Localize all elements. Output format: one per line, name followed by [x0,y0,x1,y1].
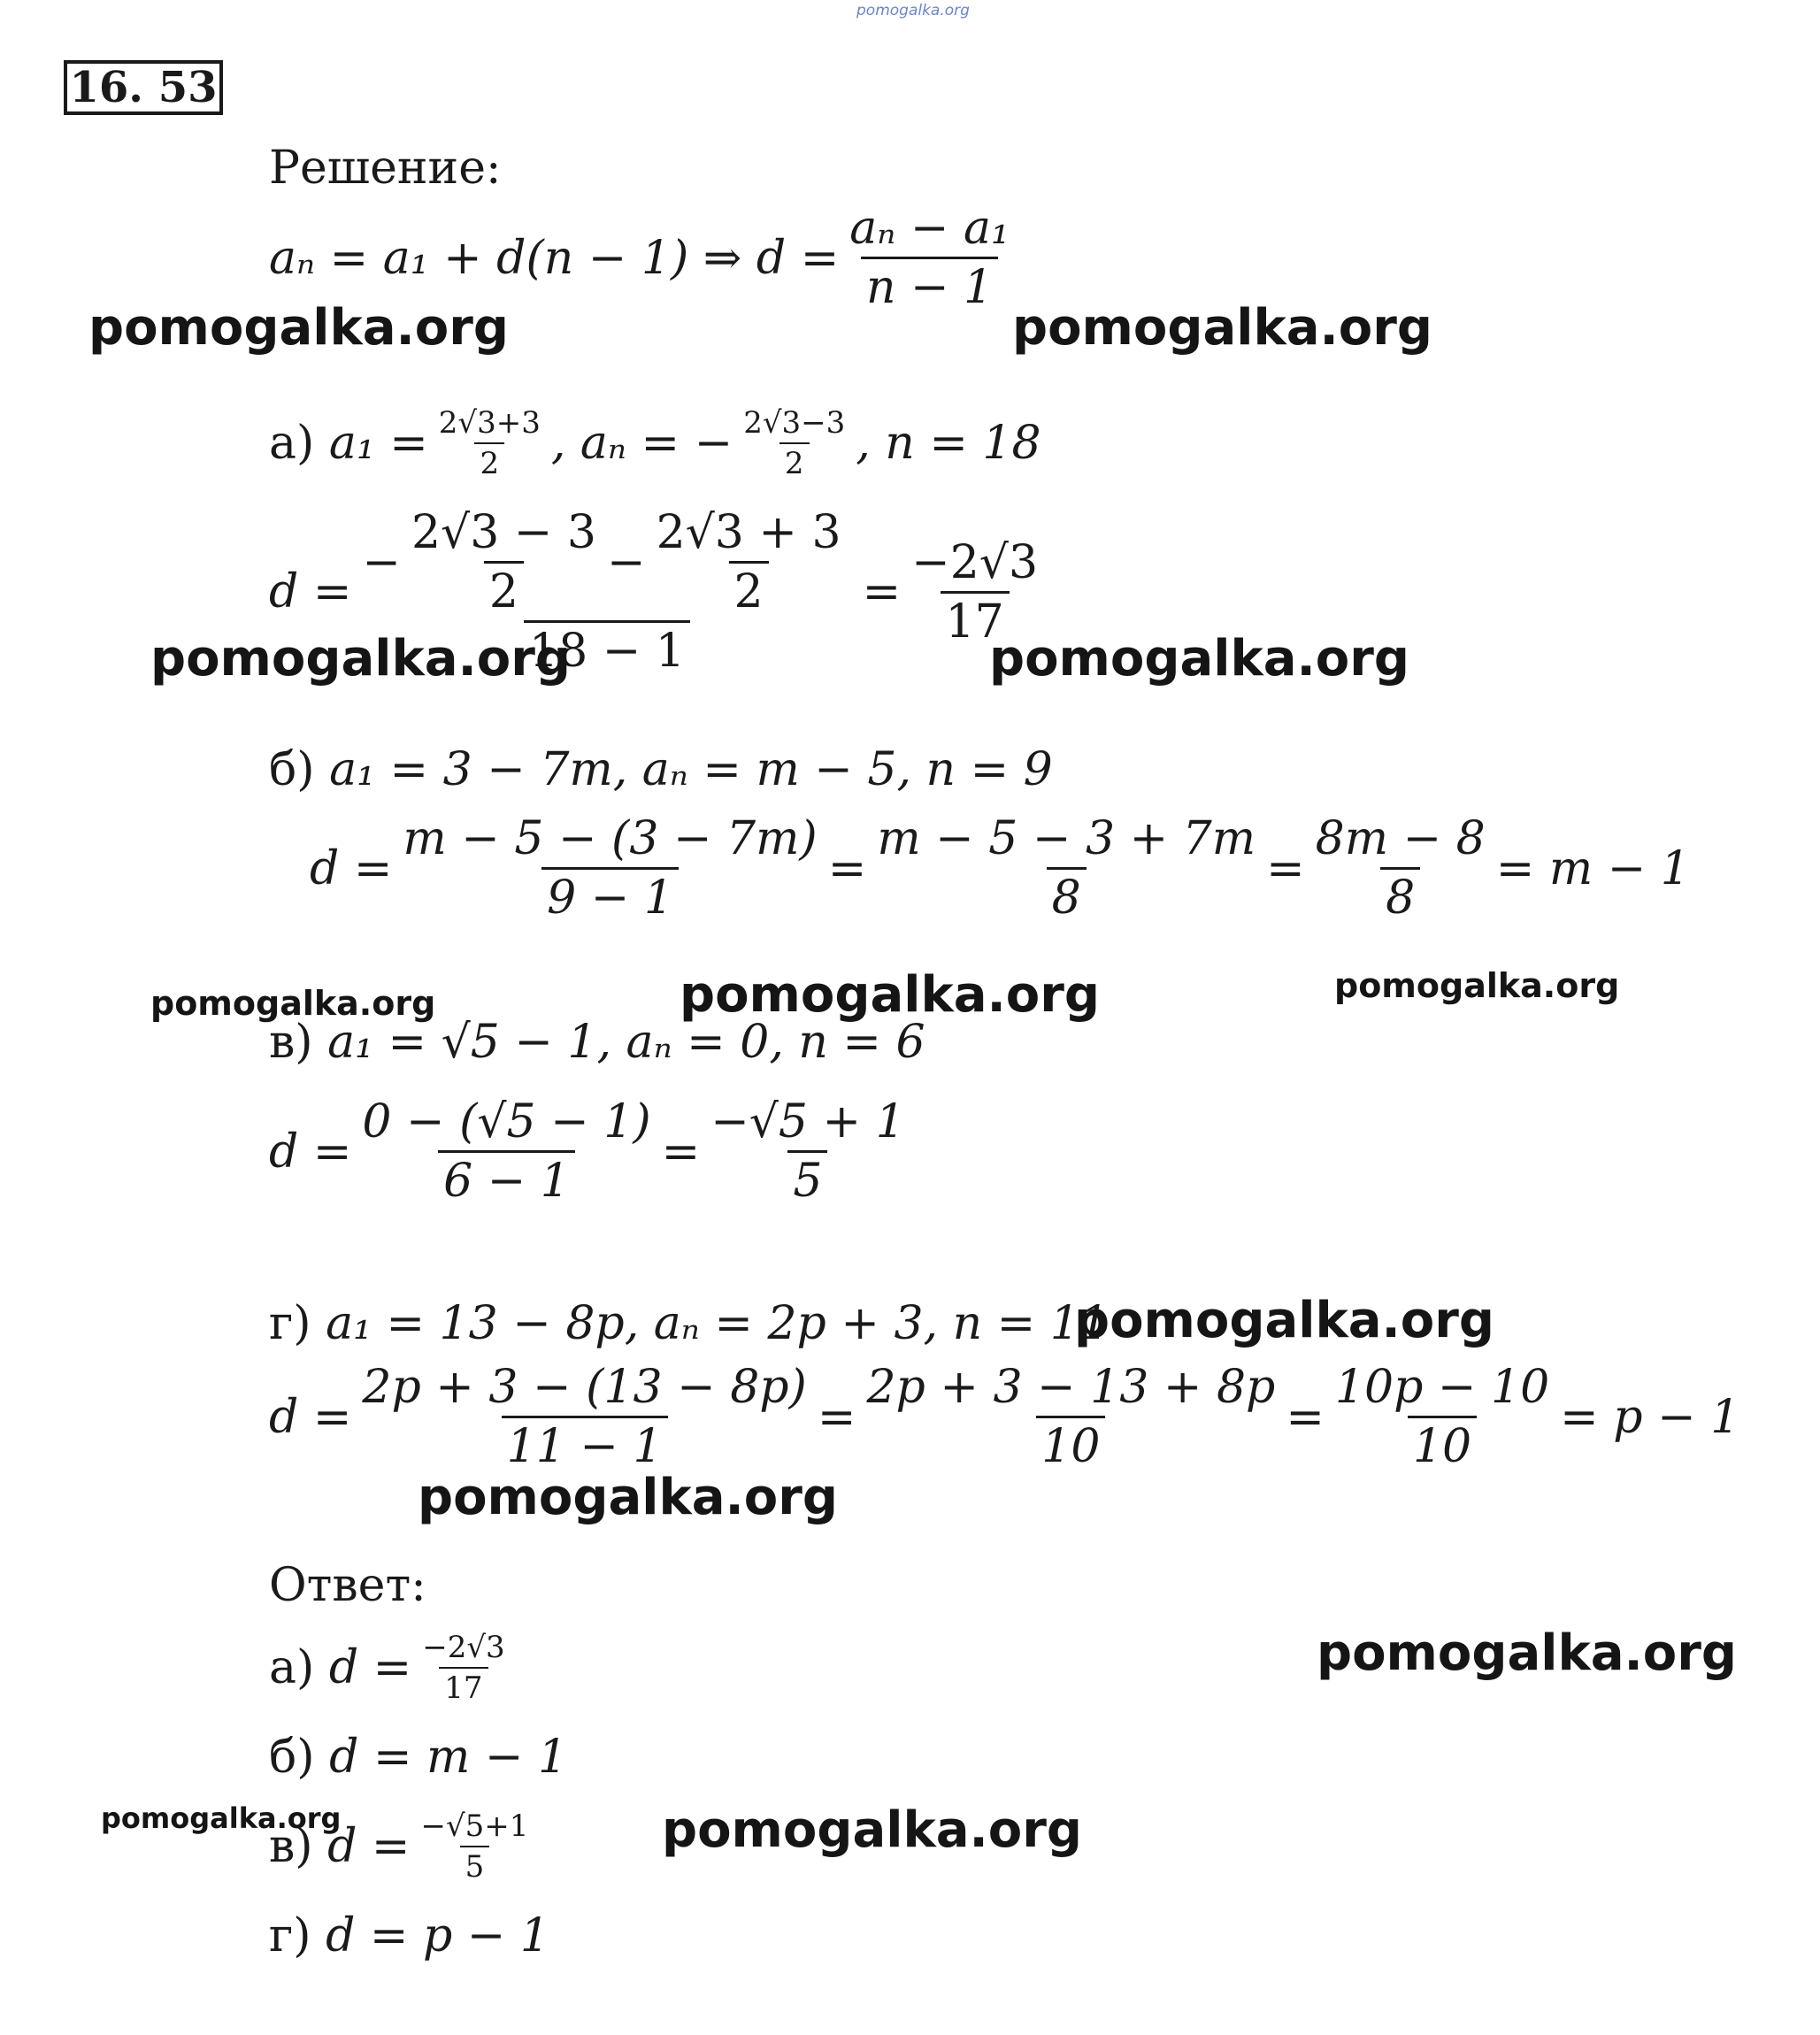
answer-b-text: d = m − 1 [329,1731,568,1784]
part-a-inner1 [406,506,602,618]
part-a-inner2 [651,506,847,618]
part-b-eq1: = [827,841,867,895]
part-v-f1-den: 6 − 1 [438,1150,575,1208]
part-b-d-lhs: d = [310,841,393,895]
part-b-label: б) [269,743,315,796]
part-a-big-den: 18 − 1 [524,620,690,678]
part-a-n: , n = 18 [856,417,1041,470]
part-g-d-lhs: d = [269,1390,352,1444]
part-a-inner1-num: 2√3 − 3 [411,506,596,559]
part-g-f3-num: 10p − 10 [1334,1361,1550,1414]
answer-a-den: 17 [439,1667,488,1706]
part-a-minus-mid: − [606,535,646,589]
part-g-eq1: = [817,1390,856,1444]
part-g-f1 [357,1361,811,1473]
part-a-res-num: −2√3 [911,535,1039,589]
part-g-f2 [861,1361,1280,1473]
part-a-d-lhs: d = [269,565,352,618]
part-b-given [269,743,1053,796]
part-v-eq: = [661,1125,701,1179]
problem-number: 16. 53 [64,60,223,115]
part-a-inner2-num: 2√3 + 3 [656,506,841,559]
watermark: pomogalka.org [418,1469,838,1526]
part-v-f2 [705,1095,910,1208]
answer-b [269,1731,567,1784]
part-b-f1-den: 9 − 1 [541,867,679,925]
answer-a-label: а) [269,1641,315,1694]
part-a-an: , aₙ = − [550,417,733,470]
part-a-a1-den: 2 [474,442,504,481]
part-a-inner1-den: 2 [484,561,524,618]
site-url-top: pomogalka.org [856,2,970,19]
part-g-label: г) [269,1297,311,1350]
watermark: pomogalka.org [1074,1292,1494,1349]
answer-b-label: б) [269,1731,315,1784]
part-b-f2 [872,812,1261,925]
part-g-f3 [1330,1361,1555,1473]
part-b-result: = m − 1 [1495,841,1690,895]
watermark: pomogalka.org [150,984,436,1023]
part-g-f1-num: 2p + 3 − (13 − 8p) [362,1361,807,1414]
part-g-f1-den: 11 − 1 [502,1416,668,1473]
answer-g [269,1909,549,1962]
formula-lhs: aₙ = a₁ + d(n − 1) ⇒ d = [269,231,840,285]
answer-label: Ответ: [269,1559,426,1612]
watermark: pomogalka.org [88,299,509,357]
part-v-f2-den: 5 [787,1150,827,1208]
part-v-d [269,1095,916,1208]
part-v-f1 [357,1095,656,1208]
answer-v-num: −√5+1 [420,1808,529,1844]
part-a-minus-lead: − [362,535,401,589]
part-b-eq2: = [1266,841,1305,895]
formula-den: n − 1 [861,257,998,314]
answer-v-lhs: d = [327,1820,411,1873]
part-b-f2-num: m − 5 − 3 + 7m [877,812,1256,865]
part-b-f1-num: m − 5 − (3 − 7m) [403,812,818,865]
part-a-a1: a₁ = [328,417,428,470]
part-g-eq2: = [1286,1390,1325,1444]
answer-g-label: г) [269,1909,311,1962]
watermark: pomogalka.org [150,630,571,687]
part-a-eq: = [862,565,902,618]
watermark: pomogalka.org [662,1801,1082,1859]
answer-v-label: в) [269,1820,313,1873]
part-b-d [310,812,1690,925]
answer-a-num: −2√3 [422,1630,505,1665]
watermark: pomogalka.org [680,966,1100,1024]
formula-num: aₙ − a₁ [849,202,1010,255]
part-b-f3 [1310,812,1491,925]
part-a-an-frac [738,405,850,481]
general-formula [269,202,1020,314]
part-b-given-text: a₁ = 3 − 7m, aₙ = m − 5, n = 9 [329,743,1053,796]
answer-a-frac [417,1630,510,1706]
answer-a [269,1630,516,1706]
part-v-given [269,1016,925,1069]
part-g-given [269,1297,1109,1350]
part-v-f1-num: 0 − (√5 − 1) [362,1095,651,1148]
formula-fraction [844,202,1015,314]
watermark: pomogalka.org [1317,1624,1737,1682]
answer-v [269,1808,539,1885]
part-b-f3-num: 8m − 8 [1315,812,1486,865]
part-g-f3-den: 10 [1408,1416,1477,1473]
watermark: pomogalka.org [101,1801,342,1835]
part-b-f1 [397,812,822,925]
part-g-d [269,1361,1739,1473]
part-a-res-den: 17 [941,591,1010,649]
watermark: pomogalka.org [1334,966,1620,1005]
part-a-inner2-den: 2 [729,561,769,618]
solution-label: Решение: [269,142,502,195]
answer-v-frac [415,1808,534,1885]
part-g-given-text: a₁ = 13 − 8p, aₙ = 2p + 3, n = 11 [326,1297,1109,1350]
part-a-an-num: 2√3−3 [743,405,846,441]
part-v-given-text: a₁ = √5 − 1, aₙ = 0, n = 6 [327,1016,925,1069]
part-b-f3-den: 8 [1380,867,1420,925]
part-a-label: а) [269,417,315,470]
answer-v-den: 5 [460,1846,490,1885]
part-v-f2-num: −√5 + 1 [710,1095,905,1148]
part-v-d-lhs: d = [269,1125,352,1179]
answer-g-text: d = p − 1 [326,1909,549,1962]
part-a-an-den: 2 [779,442,810,481]
watermark: pomogalka.org [989,630,1409,687]
watermark: pomogalka.org [1012,299,1432,357]
part-a-big-num [357,506,856,620]
part-g-f2-num: 2p + 3 − 13 + 8p [866,1361,1276,1414]
part-a-a1-num: 2√3+3 [438,405,541,441]
part-a-a1-frac [434,405,546,481]
answer-a-lhs: d = [328,1641,412,1694]
part-b-f2-den: 8 [1047,867,1087,925]
part-v-label: в) [269,1016,313,1069]
part-a-given [269,405,1041,481]
part-g-result: = p − 1 [1560,1390,1740,1444]
part-g-f2-den: 10 [1036,1416,1105,1473]
